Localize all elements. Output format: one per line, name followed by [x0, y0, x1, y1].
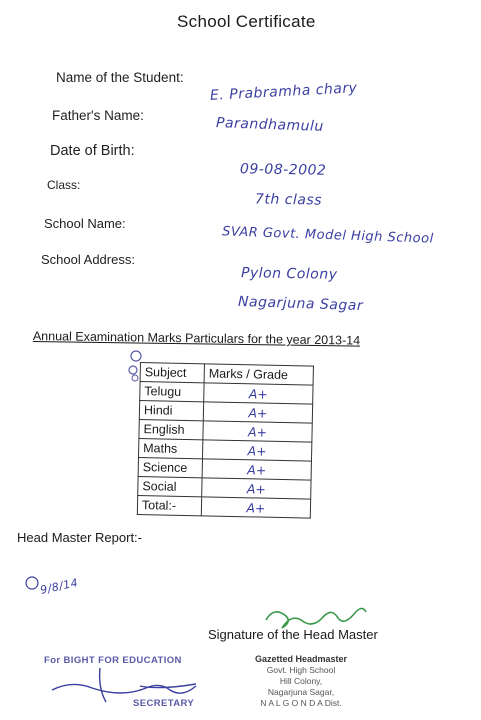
subject-cell: Social — [138, 476, 202, 496]
grade-cell: A+ — [202, 459, 311, 480]
grade-cell: A+ — [202, 478, 311, 499]
school-address-value: Pylon Colony — [240, 265, 338, 283]
grade-cell: A+ — [204, 383, 313, 404]
grade-cell: A+ — [203, 402, 312, 423]
subject-cell: Science — [138, 457, 202, 477]
secretary-stamp-line2: SECRETARY — [133, 698, 195, 709]
school-name-value: SVAR Govt. Model High School — [221, 224, 434, 247]
student-name-value: E. Prabramha chary — [209, 80, 358, 104]
initial-circle-icon — [26, 577, 38, 589]
marks-table-container — [137, 362, 314, 519]
table-row — [137, 495, 310, 518]
school-address-value-line2: Nagarjuna Sagar — [237, 293, 364, 315]
header-subject: Subject — [140, 363, 204, 383]
head-master-report-label: Head Master Report:- — [17, 530, 142, 545]
certificate-title: School Certificate — [177, 12, 316, 31]
subject-cell: Maths — [138, 438, 202, 458]
class-value: 7th class — [254, 191, 323, 209]
school-name-label: School Name: — [44, 216, 126, 231]
class-label: Class: — [47, 178, 81, 192]
stamp-line: Gazetted Headmaster — [254, 654, 348, 664]
stamp-line: N A L G O N D A Dist. — [260, 698, 342, 708]
head-master-signature — [266, 608, 366, 628]
school-address-label: School Address: — [41, 252, 135, 267]
subject-cell: Total:- — [137, 495, 201, 515]
subject-cell: Telugu — [140, 382, 204, 402]
initial-date: 9/8/14 — [39, 576, 80, 597]
subject-cell: English — [139, 419, 203, 439]
father-name-value: Parandhamulu — [215, 115, 325, 135]
header-grade: Marks / Grade — [204, 364, 313, 385]
secretary-stamp-line1: For BIGHT FOR EDUCATION — [44, 655, 182, 666]
grade-cell: A+ — [202, 440, 311, 461]
grade-cell: A+ — [201, 497, 310, 518]
stamp-line: Hill Colony, — [279, 676, 323, 686]
dob-value: 09-08-2002 — [239, 161, 327, 179]
father-name-label: Father's Name: — [52, 108, 144, 123]
subject-cell: Hindi — [139, 401, 203, 421]
secretary-signature — [52, 668, 196, 702]
headmaster-stamp — [246, 654, 356, 709]
dob-label: Date of Birth: — [50, 143, 135, 159]
grade-cell: A+ — [203, 421, 312, 442]
stamp-line: Nagarjuna Sagar, — [267, 687, 335, 697]
stamp-line: Govt. High School — [266, 665, 336, 675]
annual-exam-heading: Annual Examination Marks Particulars for the year 2013-14 — [32, 329, 361, 348]
signature-label: Signature of the Head Master — [208, 627, 378, 642]
student-name-label: Name of the Student: — [56, 70, 184, 85]
marks-table — [137, 362, 314, 519]
